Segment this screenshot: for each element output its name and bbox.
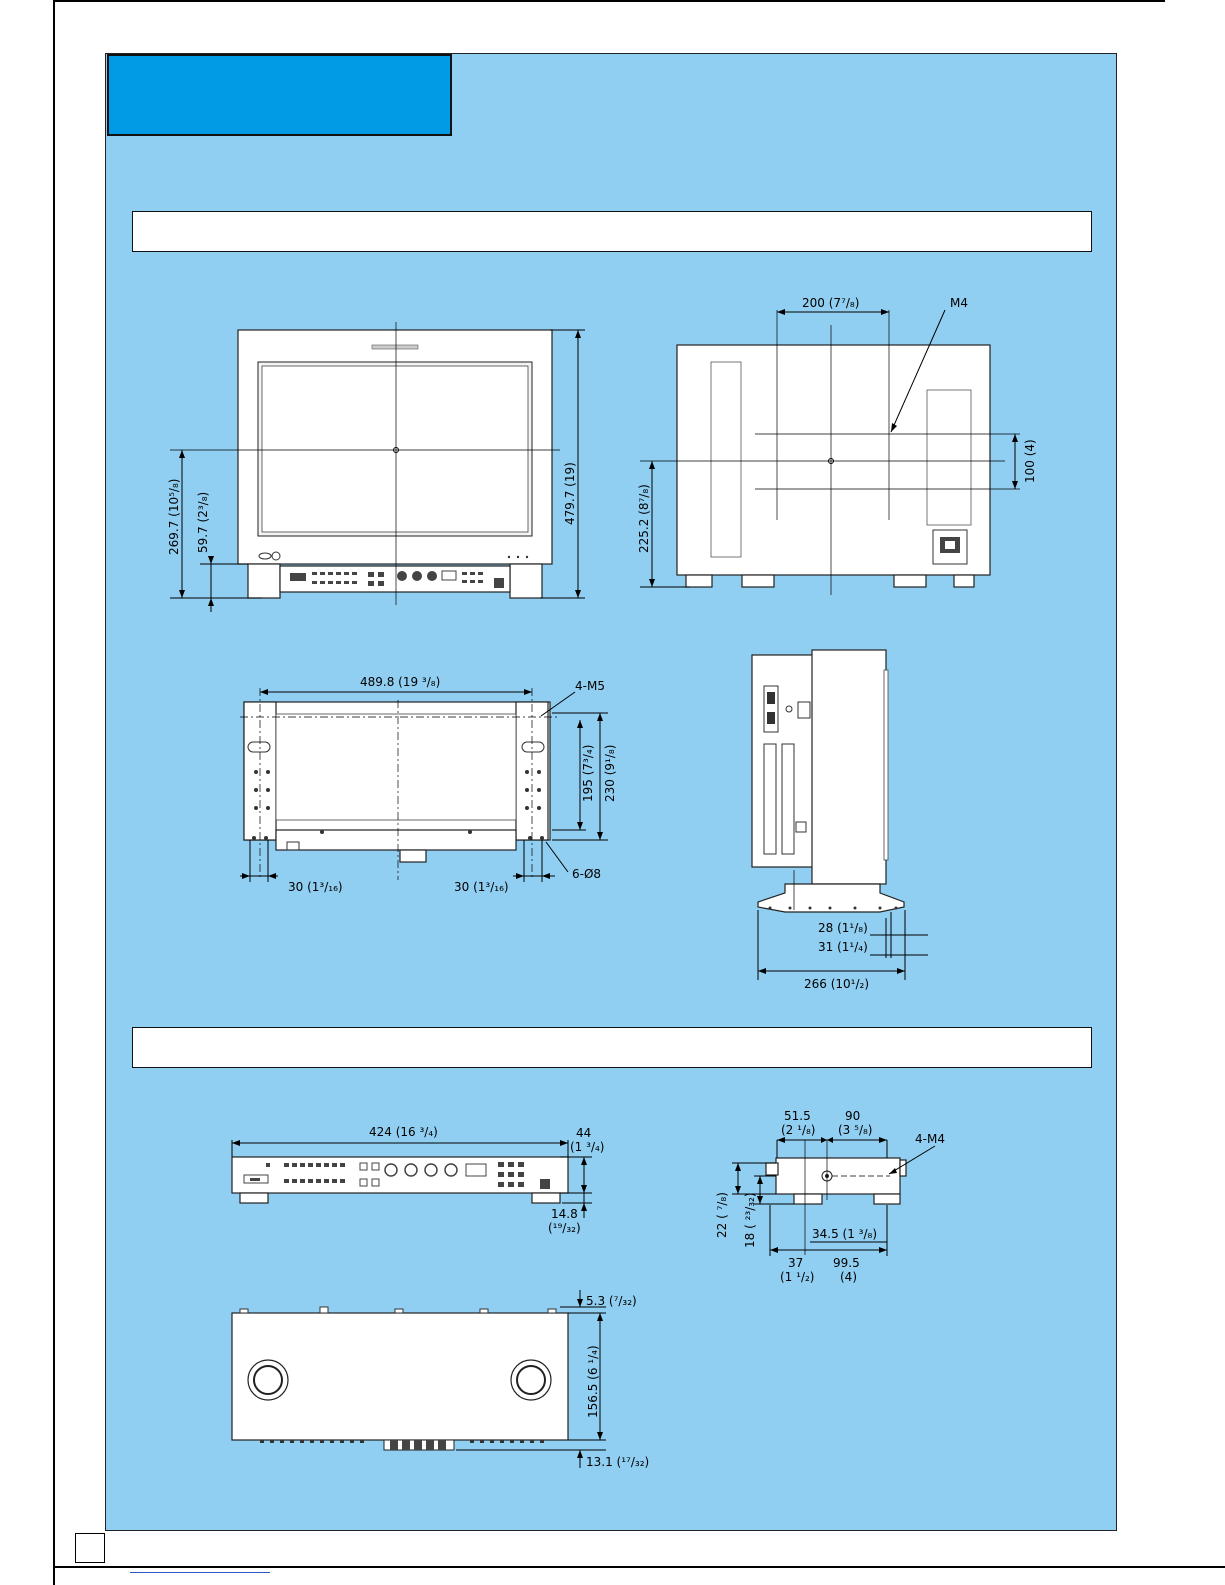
monitor-bottom-view — [240, 675, 617, 894]
dim-front-center: 269.7 (10⁵/₈) — [167, 478, 181, 555]
monitor-side-view — [752, 650, 928, 991]
dim-front-base: 59.7 (2³/₈) — [196, 491, 210, 553]
dim-bottom-195: 195 (7³/₄) — [581, 744, 595, 802]
label-bottom-holes: 6-Ø8 — [572, 867, 602, 881]
remote-front-view — [232, 1125, 604, 1235]
remote-side-view — [715, 1109, 945, 1284]
dim-rside-995-inch: (4) — [840, 1270, 857, 1284]
dim-bottom-right: 30 (1³/₁₆) — [454, 880, 509, 894]
label-rside-screw: 4-M4 — [915, 1132, 945, 1146]
dim-rside-515: 51.5 — [784, 1109, 811, 1123]
dim-rtop-1565: 156.5 (6 ¹/₄) — [586, 1345, 600, 1418]
dim-rside-18: 18 ( ²³/₃₂) — [743, 1192, 757, 1248]
dim-bottom-left: 30 (1³/₁₆) — [288, 880, 343, 894]
dim-front-height: 479.7 (19) — [563, 462, 577, 525]
dim-rside-515-inch: (2 ¹/₈) — [781, 1123, 816, 1137]
dim-rside-22: 22 ( ⁷/₈) — [715, 1192, 729, 1238]
dim-rtop-131: 13.1 (¹⁷/₃₂) — [586, 1455, 650, 1469]
monitor-rear-view — [637, 296, 1037, 595]
dim-rside-90-inch: (3 ⁵/₈) — [838, 1123, 873, 1137]
label-bottom-screw: 4-M5 — [575, 679, 605, 693]
dim-remote-148: 14.8 — [551, 1207, 578, 1221]
label-rear-screw: M4 — [950, 296, 968, 310]
dim-side-266: 266 (10¹/₂) — [804, 977, 870, 991]
dim-remote-148-inch: (¹⁹/₃₂) — [548, 1221, 581, 1235]
monitor-front-view — [167, 322, 585, 612]
dim-side-28: 28 (1¹/₈) — [818, 921, 868, 935]
dim-rside-90: 90 — [845, 1109, 861, 1123]
dim-rear-vesa-width: 200 (7⁷/₈) — [802, 296, 860, 310]
dim-rtop-53: 5.3 (⁷/₃₂) — [586, 1294, 637, 1308]
dim-remote-44: 44 — [576, 1126, 592, 1140]
remote-top-view — [232, 1290, 649, 1469]
dim-rside-995: 99.5 — [833, 1256, 860, 1270]
dim-rside-37-inch: (1 ¹/₂) — [780, 1270, 815, 1284]
dim-rside-345: 34.5 (1 ³/₈) — [812, 1227, 878, 1241]
dim-remote-width: 424 (16 ³/₄) — [369, 1125, 438, 1139]
dim-bottom-width: 489.8 (19 ³/₈) — [360, 675, 441, 689]
dim-bottom-230: 230 (9¹/₈) — [603, 744, 617, 802]
dim-rear-center: 225.2 (8⁷/₈) — [637, 484, 651, 553]
dim-rear-vesa-height: 100 (4) — [1023, 439, 1037, 483]
dim-remote-44-inch: (1 ³/₄) — [570, 1140, 605, 1154]
dim-side-31: 31 (1¹/₄) — [818, 940, 868, 954]
dim-rside-37: 37 — [788, 1256, 804, 1270]
